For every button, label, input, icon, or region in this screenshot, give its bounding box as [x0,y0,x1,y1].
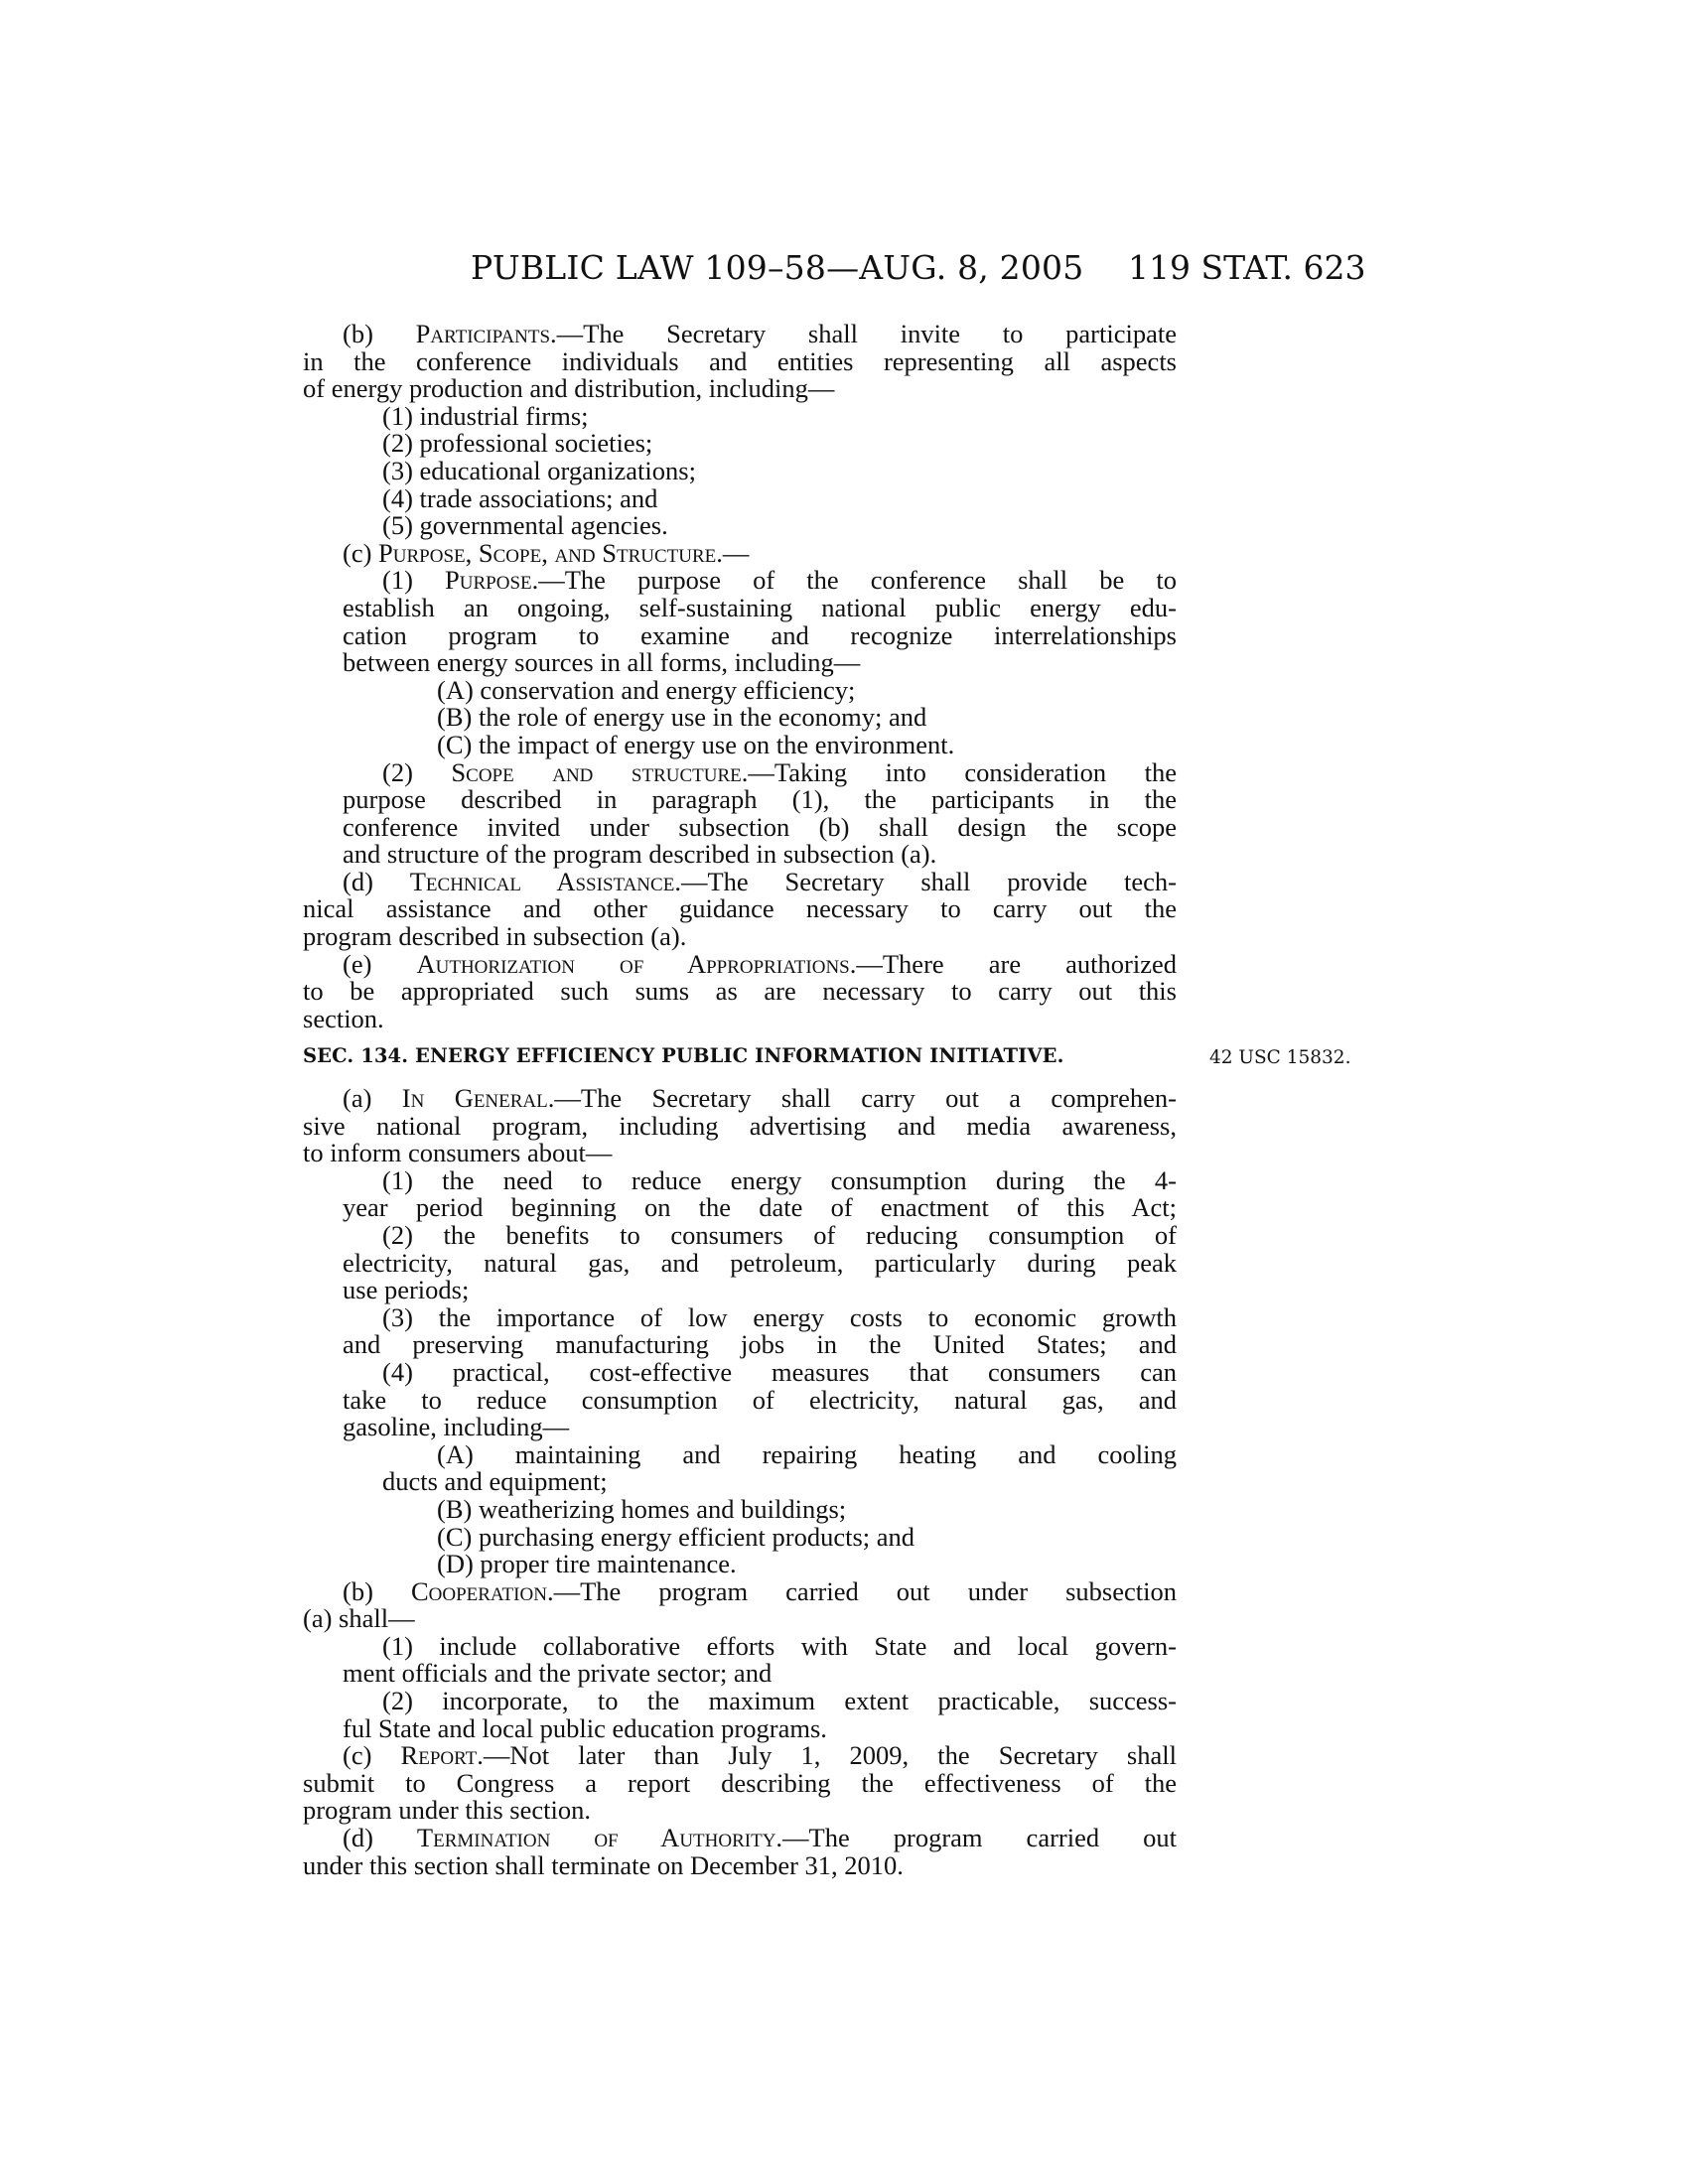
line-text: (b) [343,1575,411,1606]
subsection-heading: Technical Assistance [409,866,675,896]
line-text: (2) professional societies; [382,428,653,459]
line-text: .—The Secretary shall carry out a comprehen- [547,1083,1177,1113]
text-line [303,1331,1177,1359]
line-text: (1) industrial firms; [382,400,589,431]
text-line [303,841,1177,869]
subsection-heading: Purpose [445,565,532,596]
text-line [303,756,1177,787]
text-line [303,619,1177,650]
text-line [303,1356,1177,1387]
line-text: (A) maintaining and repairing heating and cooling [437,1438,1177,1469]
text-line [303,1767,1177,1798]
line-text: use periods; [343,1275,470,1305]
line-text: electricity, natural gas, and petroleum, particularly during peak [343,1247,1177,1278]
text-line [303,1140,1177,1167]
subsection-heading: Scope and structure [451,756,742,787]
text-line [303,1164,1177,1195]
line-text: to inform consumers about— [303,1138,613,1168]
line-text: submit to Congress a report describing the effectiveness of the [303,1767,1177,1798]
line-text: (b) [343,319,416,348]
text-line [303,1797,1177,1825]
line-text: (c) [343,1740,401,1771]
line-text: program described in subsection (a). [303,921,687,952]
line-text: (1) the need to reduce energy consumption during the 4- [382,1164,1177,1195]
line-text: (d) [343,1823,417,1853]
text-line [303,567,1177,595]
line-text: (d) [343,866,410,896]
line-text: (5) governmental agencies. [382,510,668,541]
text-line [303,786,1177,814]
line-text: (1) include collaborative efforts with State and local govern- [382,1630,1177,1661]
page-stat-number: 119 STAT. 623 [1128,248,1366,287]
text-line [303,1468,1177,1496]
line-text: take to reduce consumption of electricity, natural gas, and [343,1384,1177,1415]
line-text: establish an ongoing, self-sustaining national public energy edu- [343,592,1177,622]
line-text: ment officials and the private sector; and [343,1658,773,1689]
text-line [303,1521,1177,1552]
text-line [303,1003,1177,1033]
line-text: (2) the benefits to consumers of reducing consumption of [382,1219,1177,1250]
text-line [303,866,1177,896]
line-text: (a) [343,1083,402,1113]
text-line [303,345,1177,376]
text-line [303,1277,1177,1304]
line-text: ful State and local public education programs. [343,1712,827,1743]
text-line [303,1551,1177,1578]
line-text: (3) the importance of low energy costs to economic growth [382,1301,1177,1332]
text-line [303,1247,1177,1278]
line-text: (C) purchasing energy efficient products; and [437,1521,915,1552]
line-text: .—Not later than July 1, 2009, the Secretary shall [477,1740,1177,1771]
text-line [303,1605,1177,1633]
text-line [303,1712,1177,1743]
line-text: section. [303,1003,384,1033]
line-text: (2) [382,756,452,787]
line-text: (1) [382,565,446,596]
text-line [303,1630,1177,1661]
line-text: gasoline, including— [343,1412,570,1442]
text-line [303,948,1177,979]
text-line [303,1849,1177,1880]
text-line [303,1825,1177,1852]
line-text: sive national program, including advertising and media awareness, [303,1110,1177,1141]
line-text: (A) conservation and energy efficiency; [437,674,856,705]
section-134-body [303,1085,1177,1879]
subsection-heading: Participants [415,319,551,348]
subsection-heading: Authorization of Appropriations [416,948,850,979]
text-line [303,1301,1177,1332]
line-text: (C) the impact of energy use on the environment. [437,729,955,759]
line-text: cation program to examine and recognize interrelationships [343,619,1177,650]
line-text: year period beginning on the date of enactment of this Act; [343,1192,1177,1223]
line-text: .—The program carried out [775,1823,1177,1853]
line-text: (D) proper tire maintenance. [437,1549,737,1579]
line-text: (3) educational organizations; [382,455,696,485]
subsection-heading: In General [401,1083,548,1113]
text-line [303,321,1177,348]
text-line [303,1085,1177,1113]
line-text: .—The Secretary shall provide tech- [674,866,1177,896]
line-text: under this section shall terminate on December 31, 2010. [303,1849,904,1880]
line-text: nical assistance and other guidance necessary to carry out the [303,893,1177,924]
line-text: and structure of the program described in subsection (a). [343,839,937,870]
text-line [303,978,1177,1006]
text-line [303,1194,1177,1222]
text-line [303,1219,1177,1250]
line-text: purpose described in paragraph (1), the participants in the [343,784,1177,815]
text-line [303,923,1177,951]
text-line [303,895,1177,923]
line-text: to be appropriated such sums as are necessary to carry out this [303,976,1177,1007]
line-text: .—Taking into consideration the [741,756,1177,787]
line-text: (B) the role of energy use in the economy; and [437,702,927,733]
subsection-heading: Cooperation [410,1575,547,1606]
text-line [303,375,1177,403]
section-heading: SEC. 134. ENERGY EFFICIENCY PUBLIC INFORMATION INITIATIVE. [303,1044,1064,1067]
subsection-heading: Termination of Authority [416,1823,776,1853]
line-text: of energy production and distribution, including— [303,373,835,404]
text-line [303,1688,1177,1715]
text-line [303,674,1177,705]
section-133-continuation [303,321,1177,1032]
line-text: in the conference individuals and entities representing all aspects [303,345,1177,376]
text-line [303,400,1177,431]
text-line [303,430,1177,458]
text-line [303,1660,1177,1688]
text-line [303,537,1177,568]
subsection-heading: Report [400,1740,478,1771]
text-line [303,592,1177,622]
text-line [303,1110,1177,1141]
line-text: between energy sources in all forms, including— [343,647,861,678]
line-text: (2) incorporate, to the maximum extent practicable, success- [382,1686,1177,1716]
line-text: ducts and equipment; [382,1466,608,1497]
line-text: conference invited under subsection (b) shall design the scope [343,811,1177,842]
line-text: .—The program carried out under subsection [546,1575,1177,1606]
line-text: (c) [343,537,379,568]
subsection-heading: Purpose, Scope, and Structure [378,537,717,568]
line-text: (4) practical, cost-effective measures that consumers can [382,1356,1177,1387]
line-text: (e) [343,948,417,979]
text-line [303,1493,1177,1524]
text-line [303,1384,1177,1415]
text-line [303,512,1177,540]
line-text: program under this section. [303,1795,591,1826]
text-line [303,1438,1177,1469]
text-line [303,649,1177,677]
text-line [303,455,1177,485]
text-line [303,482,1177,513]
text-line [303,729,1177,759]
line-text: (B) weatherizing homes and buildings; [437,1493,847,1524]
text-line [303,1575,1177,1606]
line-text: (a) shall— [303,1603,415,1634]
line-text: .—There are authorized [849,948,1177,979]
line-text: .—The purpose of the conference shall be to [531,565,1178,596]
line-text: and preserving manufacturing jobs in the United States; and [343,1329,1177,1360]
text-line [303,704,1177,732]
text-line [303,811,1177,842]
text-line [303,1742,1177,1770]
line-text: .—The Secretary shall invite to participate [550,319,1177,348]
usc-margin-note: 42 USC 15832. [1209,1047,1351,1068]
line-text: (4) trade associations; and [382,482,658,513]
text-line [303,1414,1177,1441]
line-text: .— [716,537,750,568]
running-header-title: PUBLIC LAW 109–58—AUG. 8, 2005 [471,248,1084,287]
